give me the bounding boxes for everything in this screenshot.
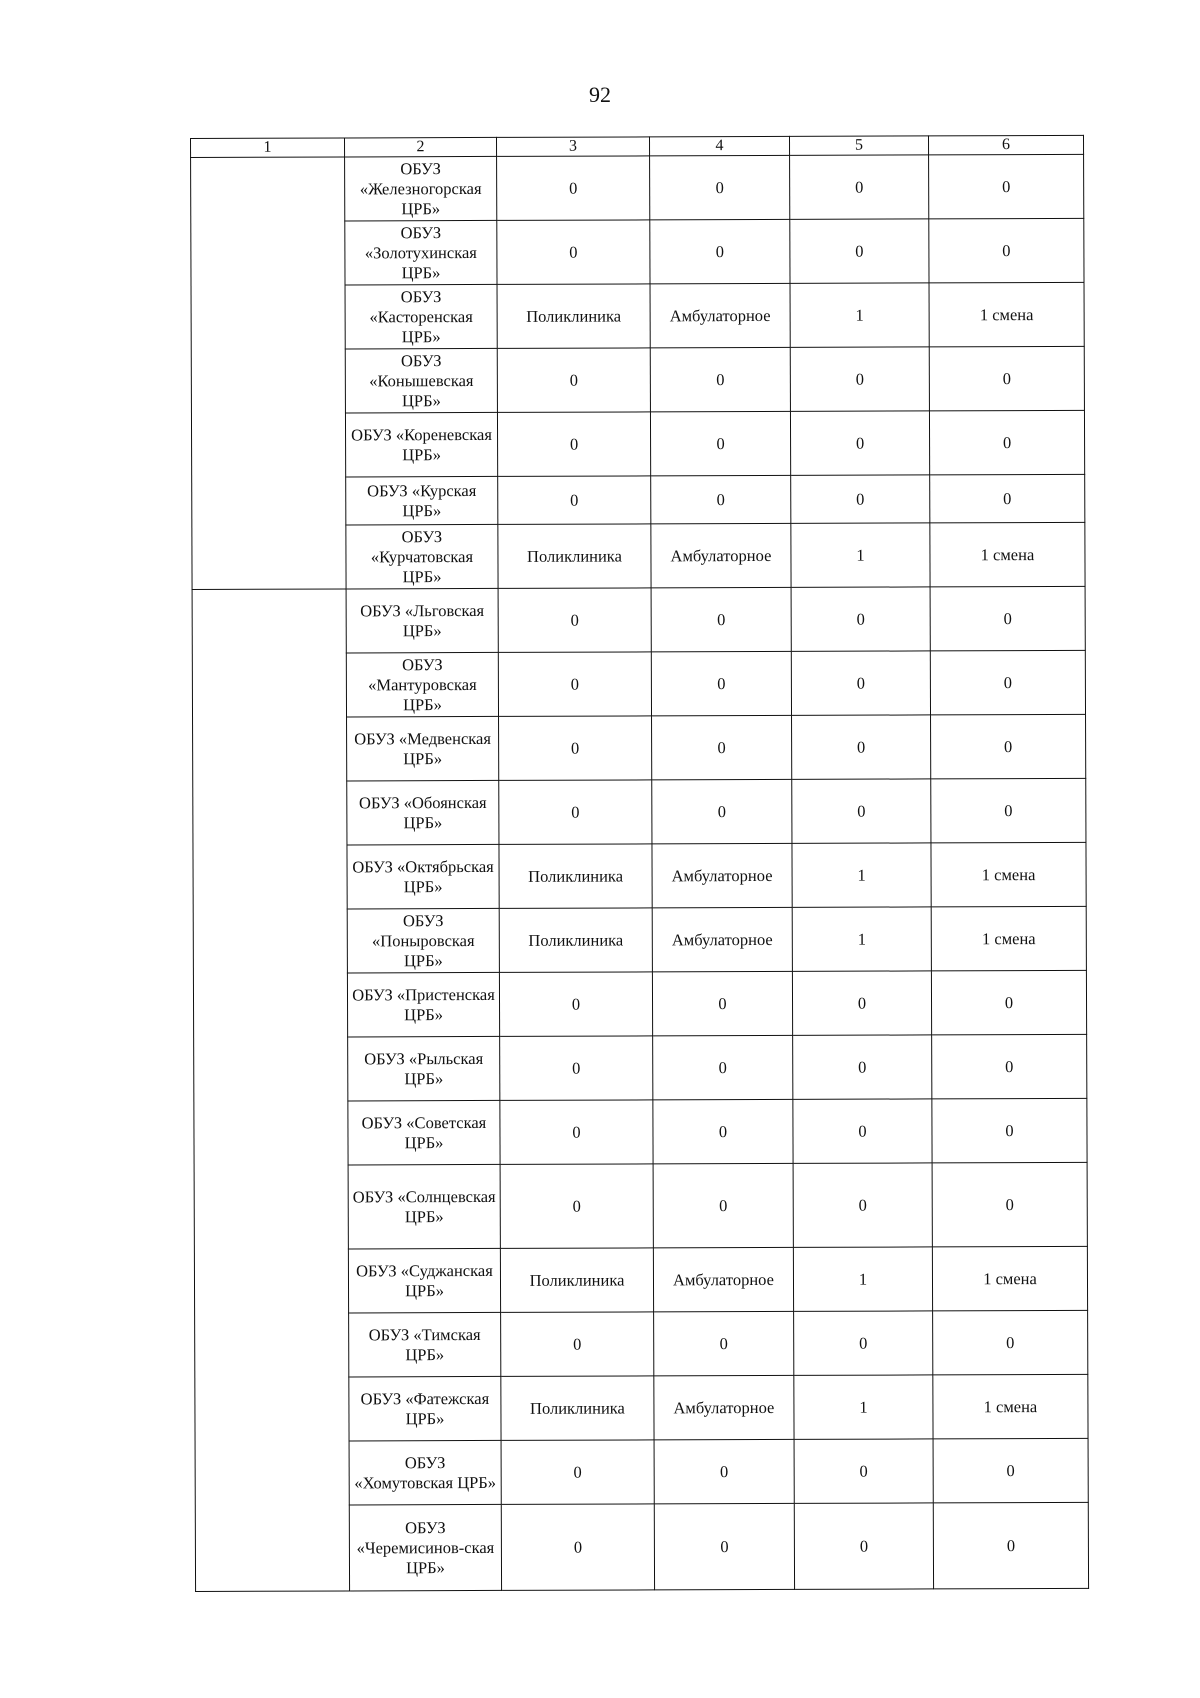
organization-cell: ОБУЗ «Рыльская ЦРБ» (348, 1036, 500, 1101)
column-header: 1 (191, 138, 345, 158)
value-cell: 0 (499, 716, 652, 781)
value-cell: 0 (499, 780, 652, 845)
column-header: 3 (496, 137, 649, 157)
value-cell: 1 смена (931, 906, 1086, 971)
value-cell: 1 смена (932, 1246, 1087, 1311)
value-cell: 0 (500, 1164, 653, 1249)
value-cell: 1 (792, 843, 931, 907)
column-header: 6 (928, 135, 1083, 155)
value-cell: 0 (794, 1439, 933, 1503)
value-cell: 0 (793, 1099, 932, 1163)
organization-cell: ОБУЗ «Солнцевская ЦРБ» (348, 1164, 500, 1249)
value-cell: 0 (794, 1311, 933, 1375)
organization-cell: ОБУЗ «Курская ЦРБ» (346, 476, 498, 525)
value-cell: Амбулаторное (653, 1247, 793, 1311)
value-cell: Поликлиника (499, 908, 652, 973)
value-cell: 0 (793, 1035, 932, 1099)
value-cell: 0 (931, 970, 1086, 1035)
value-cell: Поликлиника (497, 284, 650, 349)
value-cell: 1 (791, 523, 930, 587)
value-cell: 0 (498, 652, 651, 717)
organization-cell: ОБУЗ «Золотухинская ЦРБ» (345, 220, 497, 285)
organization-cell: ОБУЗ «Тимская ЦРБ» (349, 1312, 501, 1377)
value-cell: 0 (792, 971, 931, 1035)
value-cell: 1 смена (931, 842, 1086, 907)
value-cell: 1 смена (933, 1374, 1088, 1439)
column-header: 5 (789, 136, 928, 155)
value-cell: Поликлиника (500, 1248, 653, 1313)
value-cell: 0 (932, 1034, 1087, 1099)
organization-cell: ОБУЗ «Фатежская ЦРБ» (349, 1376, 501, 1441)
value-cell: 0 (497, 348, 650, 413)
value-cell: Амбулаторное (652, 907, 792, 971)
value-cell: 0 (790, 155, 929, 219)
value-cell: 1 (794, 1375, 933, 1439)
organization-cell: ОБУЗ «Медвенская ЦРБ» (347, 716, 499, 781)
value-cell: 0 (933, 1310, 1088, 1375)
value-cell: 0 (651, 587, 791, 651)
value-cell: 0 (650, 347, 790, 411)
table-row (191, 154, 1084, 221)
organization-cell: ОБУЗ «Обоянская ЦРБ» (347, 780, 499, 845)
organization-cell: ОБУЗ «Октябрьская ЦРБ» (347, 844, 499, 909)
value-cell: 0 (790, 411, 929, 475)
organization-cell: ОБУЗ «Льговская ЦРБ» (346, 588, 498, 653)
page-number: 92 (589, 82, 611, 107)
value-cell: 0 (497, 220, 650, 285)
value-cell: 0 (929, 410, 1084, 475)
value-cell: 0 (497, 412, 650, 477)
value-cell: 0 (931, 714, 1086, 779)
value-cell: 0 (651, 475, 791, 523)
value-cell: 0 (652, 715, 792, 779)
organization-cell: ОБУЗ «Кореневская ЦРБ» (345, 412, 497, 477)
value-cell: 0 (792, 715, 931, 779)
value-cell: 0 (654, 1311, 794, 1375)
value-cell: 0 (650, 219, 790, 283)
organization-cell: ОБУЗ «Конышевская ЦРБ» (345, 348, 497, 413)
value-cell: 0 (501, 1312, 654, 1377)
value-cell: Амбулаторное (654, 1375, 794, 1439)
value-cell: Поликлиника (498, 524, 651, 589)
value-cell: 1 смена (930, 522, 1085, 587)
value-cell: 0 (931, 778, 1086, 843)
value-cell: 0 (653, 1163, 793, 1247)
value-cell: 0 (652, 971, 792, 1035)
organization-cell: ОБУЗ «Курчатовская ЦРБ» (346, 524, 498, 589)
value-cell: 0 (793, 1163, 932, 1247)
value-cell: 0 (652, 779, 792, 843)
value-cell: 0 (650, 411, 790, 475)
value-cell: Амбулаторное (650, 283, 790, 347)
value-cell: 0 (499, 972, 652, 1037)
organization-cell: ОБУЗ «Советская ЦРБ» (348, 1100, 500, 1165)
value-cell: 0 (650, 155, 790, 219)
group-cell (192, 589, 349, 1592)
table-row (192, 586, 1085, 653)
value-cell: 0 (498, 588, 651, 653)
organization-cell: ОБУЗ «Железногорская ЦРБ» (345, 156, 497, 221)
table-body (191, 135, 1089, 1591)
organization-cell: ОБУЗ «Хомутовская ЦРБ» (349, 1440, 501, 1505)
value-cell: 0 (929, 154, 1084, 219)
value-cell: 1 смена (929, 282, 1084, 347)
value-cell: 0 (790, 219, 929, 283)
value-cell: 0 (653, 1035, 793, 1099)
value-cell: 0 (794, 1503, 933, 1589)
value-cell: 0 (932, 1098, 1087, 1163)
value-cell: 0 (498, 476, 651, 525)
value-cell: 0 (930, 586, 1085, 651)
value-cell: 0 (500, 1036, 653, 1101)
value-cell: Поликлиника (499, 844, 652, 909)
value-cell: 0 (932, 1162, 1087, 1247)
value-cell: 1 (792, 907, 931, 971)
value-cell: 0 (929, 218, 1084, 283)
value-cell: 0 (791, 651, 930, 715)
value-cell: 0 (654, 1439, 794, 1503)
value-cell: 0 (791, 475, 930, 523)
value-cell: Амбулаторное (652, 843, 792, 907)
column-header: 2 (345, 137, 497, 157)
value-cell: 0 (791, 587, 930, 651)
value-cell: 0 (929, 346, 1084, 411)
value-cell: 0 (930, 650, 1085, 715)
value-cell: Поликлиника (501, 1376, 654, 1441)
value-cell: 1 (793, 1247, 932, 1311)
group-cell (191, 157, 347, 590)
organization-cell: ОБУЗ «Поныровская ЦРБ» (347, 908, 499, 973)
organization-cell: ОБУЗ «Мантуровская ЦРБ» (346, 652, 498, 717)
value-cell: 0 (651, 651, 791, 715)
data-table (190, 135, 1089, 1592)
value-cell: 0 (653, 1099, 793, 1163)
organization-cell: ОБУЗ «Суджанская ЦРБ» (348, 1248, 500, 1313)
value-cell: 0 (790, 347, 929, 411)
value-cell: 0 (792, 779, 931, 843)
value-cell: 0 (930, 474, 1085, 523)
value-cell: 0 (500, 1100, 653, 1165)
organization-cell: ОБУЗ «Пристенская ЦРБ» (347, 972, 499, 1037)
organization-cell: ОБУЗ «Касторенская ЦРБ» (345, 284, 497, 349)
value-cell: 0 (933, 1502, 1088, 1589)
value-cell: 0 (501, 1440, 654, 1505)
value-cell: Амбулаторное (651, 523, 791, 587)
value-cell: 1 (790, 283, 929, 347)
value-cell: 0 (497, 156, 650, 221)
value-cell: 0 (654, 1503, 794, 1589)
value-cell: 0 (933, 1438, 1088, 1503)
column-header: 4 (649, 136, 789, 155)
organization-cell: ОБУЗ «Черемисинов-ская ЦРБ» (349, 1504, 501, 1591)
value-cell: 0 (501, 1504, 654, 1591)
